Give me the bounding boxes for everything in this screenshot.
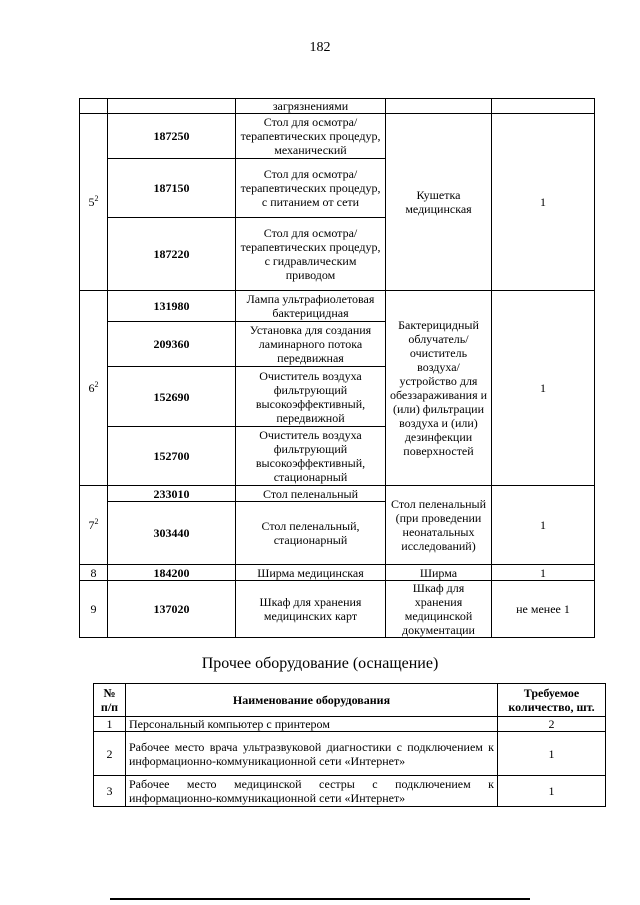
required-quantity: 1: [492, 486, 595, 565]
equipment-name: Персональный компьютер с принтером: [126, 717, 498, 732]
table-row: [80, 486, 595, 502]
item-code: 131980: [108, 291, 236, 322]
equipment-type: Стол пеленальный (при проведении неонатальных исследований): [386, 486, 492, 565]
table-header-row: [94, 684, 606, 717]
required-quantity: 1: [498, 732, 606, 776]
required-quantity: 1: [492, 565, 595, 581]
required-quantity: не менее 1: [492, 581, 595, 638]
table-row: [94, 717, 606, 732]
row-number: 3: [94, 776, 126, 807]
item-code: 209360: [108, 322, 236, 367]
required-quantity: 1: [492, 114, 595, 291]
item-code: 233010: [108, 486, 236, 502]
item-name: Стол для осмотра/терапевтических процедур, механический: [236, 114, 386, 159]
equipment-type: Бактерицидный облучатель/ очиститель воздуха/ устройство для обеззараживания и (или) фильтрации воздуха и (или) дезинфекции поверхностей: [386, 291, 492, 486]
item-name: Очиститель воздуха фильтрующий высокоэффективный, передвижной: [236, 367, 386, 427]
table-row: [80, 291, 595, 322]
row-number: 9: [80, 581, 108, 638]
section-title: Прочее оборудование (оснащение): [201, 655, 439, 672]
other-equipment-table: [93, 683, 606, 807]
column-header-name: Наименование оборудования: [126, 684, 498, 717]
table-row: [94, 776, 606, 807]
row-number: $7^2$: [80, 486, 108, 565]
item-code: 187220: [108, 218, 236, 291]
item-name: Стол пеленальный: [236, 486, 386, 502]
item-name: Стол для осмотра/терапевтических процедур, с гидравлическим приводом: [236, 218, 386, 291]
item-name: Стол пеленальный, стационарный: [236, 502, 386, 565]
item-name: загрязнениями: [236, 99, 386, 114]
row-number: $6^2$: [80, 291, 108, 486]
equipment-name: Рабочее место медицинской сестры с подключением к информационно-коммуникационной сети «Интернет»: [126, 776, 498, 807]
row-number: 1: [94, 717, 126, 732]
item-name: Шкаф для хранения медицинских карт: [236, 581, 386, 638]
equipment-type: Ширма: [386, 565, 492, 581]
equipment-type: Кушетка медицинская: [386, 114, 492, 291]
equipment-table: [79, 98, 595, 638]
item-code: 184200: [108, 565, 236, 581]
table-row: [80, 581, 595, 638]
item-name: Ширма медицинская: [236, 565, 386, 581]
table-row: [94, 732, 606, 776]
item-name: Лампа ультрафиолетовая бактерицидная: [236, 291, 386, 322]
column-header-qty: Требуемое количество, шт.: [498, 684, 606, 717]
item-code: 137020: [108, 581, 236, 638]
table-row: [80, 114, 595, 159]
item-code: 303440: [108, 502, 236, 565]
required-quantity: 1: [492, 291, 595, 486]
row-number: $5^2$: [80, 114, 108, 291]
equipment-type: Шкаф для хранения медицинской документации: [386, 581, 492, 638]
item-code: 187250: [108, 114, 236, 159]
row-number: 2: [94, 732, 126, 776]
item-name: Установка для создания ламинарного потока передвижная: [236, 322, 386, 367]
item-name: Стол для осмотра/терапевтических процедур, с питанием от сети: [236, 159, 386, 218]
column-header-num: № п/п: [94, 684, 126, 717]
equipment-name: Рабочее место врача ультразвуковой диагностики с подключением к информационно-коммуникационной сети «Интернет»: [126, 732, 498, 776]
table-row: [80, 565, 595, 581]
item-code: 152700: [108, 427, 236, 486]
required-quantity: 2: [498, 717, 606, 732]
page-number: 182: [309, 40, 331, 55]
item-code: 152690: [108, 367, 236, 427]
item-name: Очиститель воздуха фильтрующий высокоэффективный, стационарный: [236, 427, 386, 486]
table-row: [80, 99, 595, 114]
required-quantity: 1: [498, 776, 606, 807]
page-bottom-rule: [110, 898, 530, 900]
item-code: 187150: [108, 159, 236, 218]
row-number: 8: [80, 565, 108, 581]
